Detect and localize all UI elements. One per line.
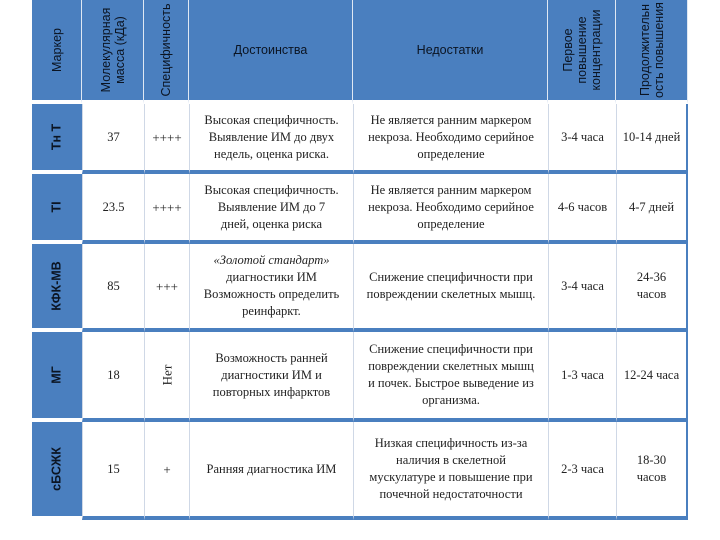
header-first-rise-label: Первое повышение концентрации xyxy=(560,9,603,91)
header-specificity xyxy=(144,0,189,104)
specificity-cell: + xyxy=(144,422,189,520)
mass-cell: 37 xyxy=(82,104,144,174)
mass-cell: 18 xyxy=(82,332,144,422)
cons-cell xyxy=(353,104,548,174)
cons-line: повреждении скелетных мышц. xyxy=(366,287,536,301)
mass-cell: 15 xyxy=(82,422,144,520)
marker-cell xyxy=(32,104,82,174)
header-marker-label: Маркер xyxy=(49,28,64,72)
pros-cell xyxy=(189,332,353,422)
pros-line: диагностики ИМ и xyxy=(221,367,322,382)
pros-line: Высокая специфичность. xyxy=(204,182,339,197)
cons-line: и почек. Быстрое выведение из xyxy=(368,376,534,390)
cons-line: некроза. Необходимо серийное xyxy=(368,129,534,144)
pros-line: дней, оценка риска xyxy=(220,216,323,231)
header-specificity-label: Специфичность xyxy=(159,3,173,97)
cons-line: наличия в скелетной xyxy=(396,453,506,467)
cons-line: мускулатуре и повышение при xyxy=(369,470,533,484)
cons-line: организма. xyxy=(422,393,480,407)
marker-label: Тн Т xyxy=(49,123,64,151)
cons-line: Низкая специфичность из-за xyxy=(374,436,528,450)
header-first-rise xyxy=(548,0,616,104)
header-mass xyxy=(82,0,144,104)
pros-line: Высокая специфичность. xyxy=(204,112,339,127)
marker-label: TI xyxy=(49,201,64,213)
header-duration-label: Продолжительн ость повышения xyxy=(637,2,666,98)
mass-cell: 85 xyxy=(82,244,144,332)
pros-cell xyxy=(189,104,353,174)
specificity-cell xyxy=(144,332,189,422)
header-cons-label: Недостатки xyxy=(416,43,484,57)
first-rise-cell: 3-4 часа xyxy=(548,244,616,332)
cons-line: Снижение специфичности при xyxy=(369,342,533,356)
duration-cell: 10-14 дней xyxy=(616,104,688,174)
cons-line: Снижение специфичности при xyxy=(369,270,533,284)
pros-line: Возможность определить xyxy=(203,287,340,301)
pros-line: Возможность ранней xyxy=(215,350,328,365)
marker-cell xyxy=(32,422,82,520)
header-cons xyxy=(353,0,548,104)
cons-line: определение xyxy=(417,146,485,161)
duration-cell: 12-24 часа xyxy=(616,332,688,422)
pros-line: Выявление ИМ до 7 xyxy=(217,199,326,214)
mass-cell: 23.5 xyxy=(82,174,144,244)
duration-line: 24-36 xyxy=(636,270,667,284)
marker-label: МГ xyxy=(49,366,64,384)
specificity-cell: +++ xyxy=(144,244,189,332)
header-pros xyxy=(189,0,353,104)
pros-line: диагностики ИМ xyxy=(226,270,317,284)
marker-cell xyxy=(32,332,82,422)
cons-cell xyxy=(353,332,548,422)
cons-line: некроза. Необходимо серийное xyxy=(368,199,534,214)
cons-line: Не является ранним маркером xyxy=(370,182,532,197)
duration-cell: 4-7 дней xyxy=(616,174,688,244)
duration-line: 18-30 xyxy=(636,453,667,467)
first-rise-cell: 3-4 часа xyxy=(548,104,616,174)
header-pros-label: Достоинства xyxy=(233,43,308,57)
specificity-label: Нет xyxy=(159,364,175,386)
pros-line: Выявление ИМ до двух xyxy=(208,129,335,144)
pros-cell xyxy=(189,174,353,244)
specificity-cell: ++++ xyxy=(144,174,189,244)
pros-line: реинфаркт. xyxy=(242,304,301,318)
cons-line: Не является ранним маркером xyxy=(370,112,532,127)
duration-line: часов xyxy=(636,470,667,484)
header-mass-label: Молекулярная масса (кДа) xyxy=(98,7,127,93)
pros-cell xyxy=(189,244,353,332)
markers-table xyxy=(32,0,688,520)
marker-label: КФК-МВ xyxy=(49,261,64,311)
cons-line: определение xyxy=(417,216,485,231)
marker-cell xyxy=(32,174,82,244)
first-rise-cell: 4-6 часов xyxy=(548,174,616,244)
marker-label: сБСЖК xyxy=(49,447,64,491)
pros-line: недель, оценка риска. xyxy=(214,146,329,161)
cons-cell xyxy=(353,422,548,520)
first-rise-cell: 2-3 часа xyxy=(548,422,616,520)
header-duration xyxy=(616,0,688,104)
header-marker xyxy=(32,0,82,104)
marker-cell xyxy=(32,244,82,332)
pros-line: «Золотой стандарт» xyxy=(213,253,330,267)
duration-cell xyxy=(616,422,688,520)
cons-cell xyxy=(353,174,548,244)
cons-line: повреждении скелетных мышц xyxy=(368,359,534,373)
duration-line: часов xyxy=(636,287,667,301)
cons-line: почечной недостаточности xyxy=(379,487,523,501)
specificity-cell: ++++ xyxy=(144,104,189,174)
first-rise-cell: 1-3 часа xyxy=(548,332,616,422)
pros-cell xyxy=(189,422,353,520)
pros-line: Ранняя диагностика ИМ xyxy=(206,461,337,476)
duration-cell xyxy=(616,244,688,332)
cons-cell xyxy=(353,244,548,332)
pros-line: повторных инфарктов xyxy=(212,384,331,399)
